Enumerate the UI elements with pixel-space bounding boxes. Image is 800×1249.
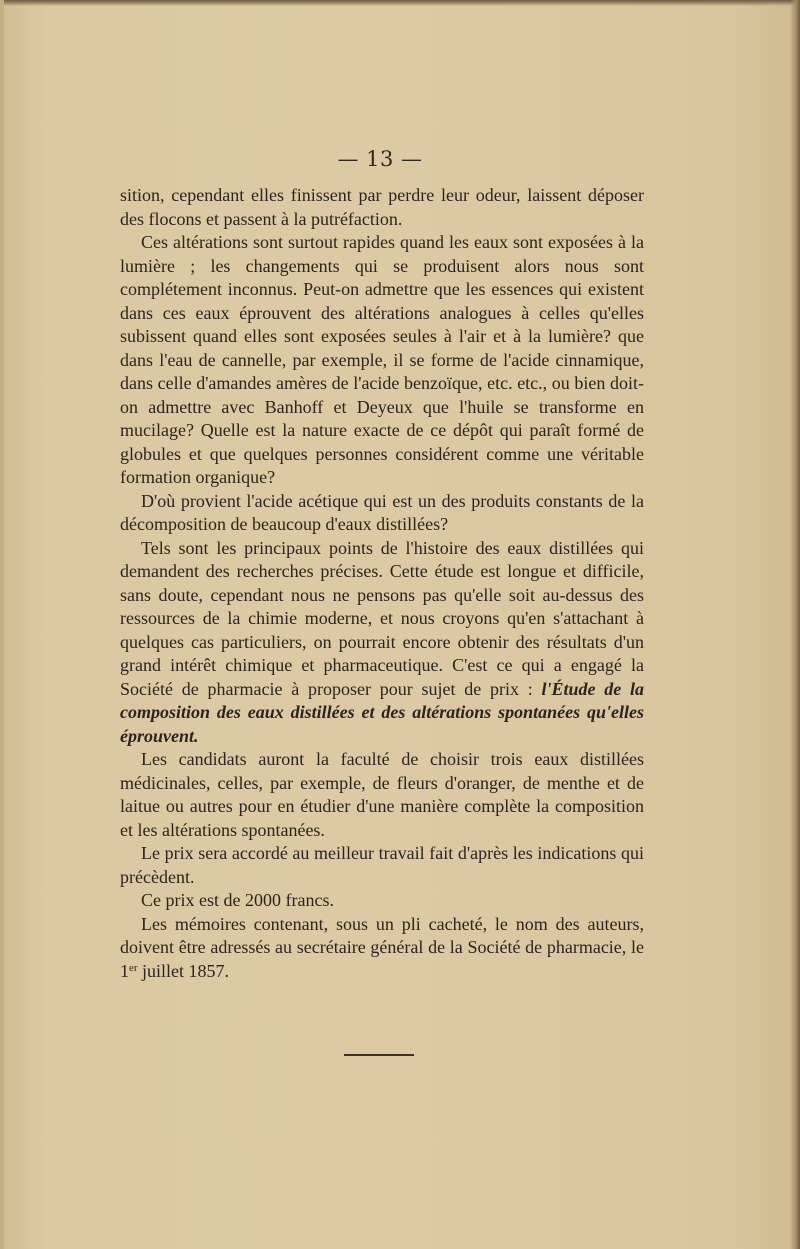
prize-subject-title: l'Étude de la composition des eaux distillées et des altérations spontanées qu'elles éprouvent. [120, 678, 645, 746]
paragraph-submission [120, 913, 644, 984]
paragraph-continuation: sition, cependant elles finissent par perdre leur odeur, laissent déposer des flocons et passent à la putréfaction. [120, 185, 644, 229]
prize-subject-text: Tels sont les principaux points de l'histoire des eaux distillées qui demandent des recherches précises. Cette étude est longue et difficile, sans doute, cependant nous ne pensons pas qu'elle soit au-dessus des ressources de la chimie moderne, et nous croyons qu'en s'attachant à quelques cas particuliers, on pourrait encore obtenir des résultats d'un grand intérêt chimique et pharmaceutique. C'est ce qui a engagé la Société de pharmacie à proposer pour sujet de prix : [120, 537, 644, 699]
paragraph-prize-award: Le prix sera accordé au meilleur travail fait d'après les indications qui précèdent. [120, 843, 644, 887]
closing-rule [344, 1054, 414, 1056]
paragraph-prize-subject [120, 537, 644, 749]
page-right-edge [790, 0, 800, 1249]
page-left-edge [0, 0, 4, 1249]
body-text [120, 184, 644, 983]
ordinal-superscript: er [129, 961, 138, 974]
paragraph-alterations: Ces altérations sont surtout rapides quand les eaux sont exposées à la lumière ; les changements qui se produisent alors nous sont complétement inconnus. Peut-on admettre que les essences qui existent dans ces eaux éprouvent des altérations analogues à celles qu'elles subissent quand elles sont exposées seules à l'air et à la lumière? que dans l'eau de cannelle, par exemple, il se forme de l'acide cinnamique, dans celle d'amandes amères de l'acide benzoïque, etc. etc., ou bien doit-on admettre avec Banhoff et Deyeux que l'huile se transforme en mucilage? Quelle est la nature exacte de ce dépôt qui paraît formé de globules et que quelques personnes considérent comme une véritable formation organique? [120, 232, 644, 487]
submission-text: Les mémoires contenant, sous un pli cacheté, le nom des auteurs, doivent être adressés au secrétaire général de la Société de pharmacie, le 1 [120, 913, 644, 981]
paragraph-acetic-acid: D'où provient l'acide acétique qui est un des produits constants de la décomposition de beaucoup d'eaux distillées? [120, 490, 644, 534]
paragraph-prize-amount: Ce prix est de 2000 francs. [141, 890, 334, 910]
page-number: — 13 — [337, 147, 423, 171]
submission-date: juillet 1857. [137, 960, 230, 981]
page-top-edge [0, 0, 800, 6]
paragraph-candidates: Les candidats auront la faculté de choisir trois eaux distillées médicinales, celles, par exemple, de fleurs d'oranger, de menthe et de laitue ou autres pour en étudier d'une manière complète la composition et les altérations spontanées. [120, 749, 644, 840]
